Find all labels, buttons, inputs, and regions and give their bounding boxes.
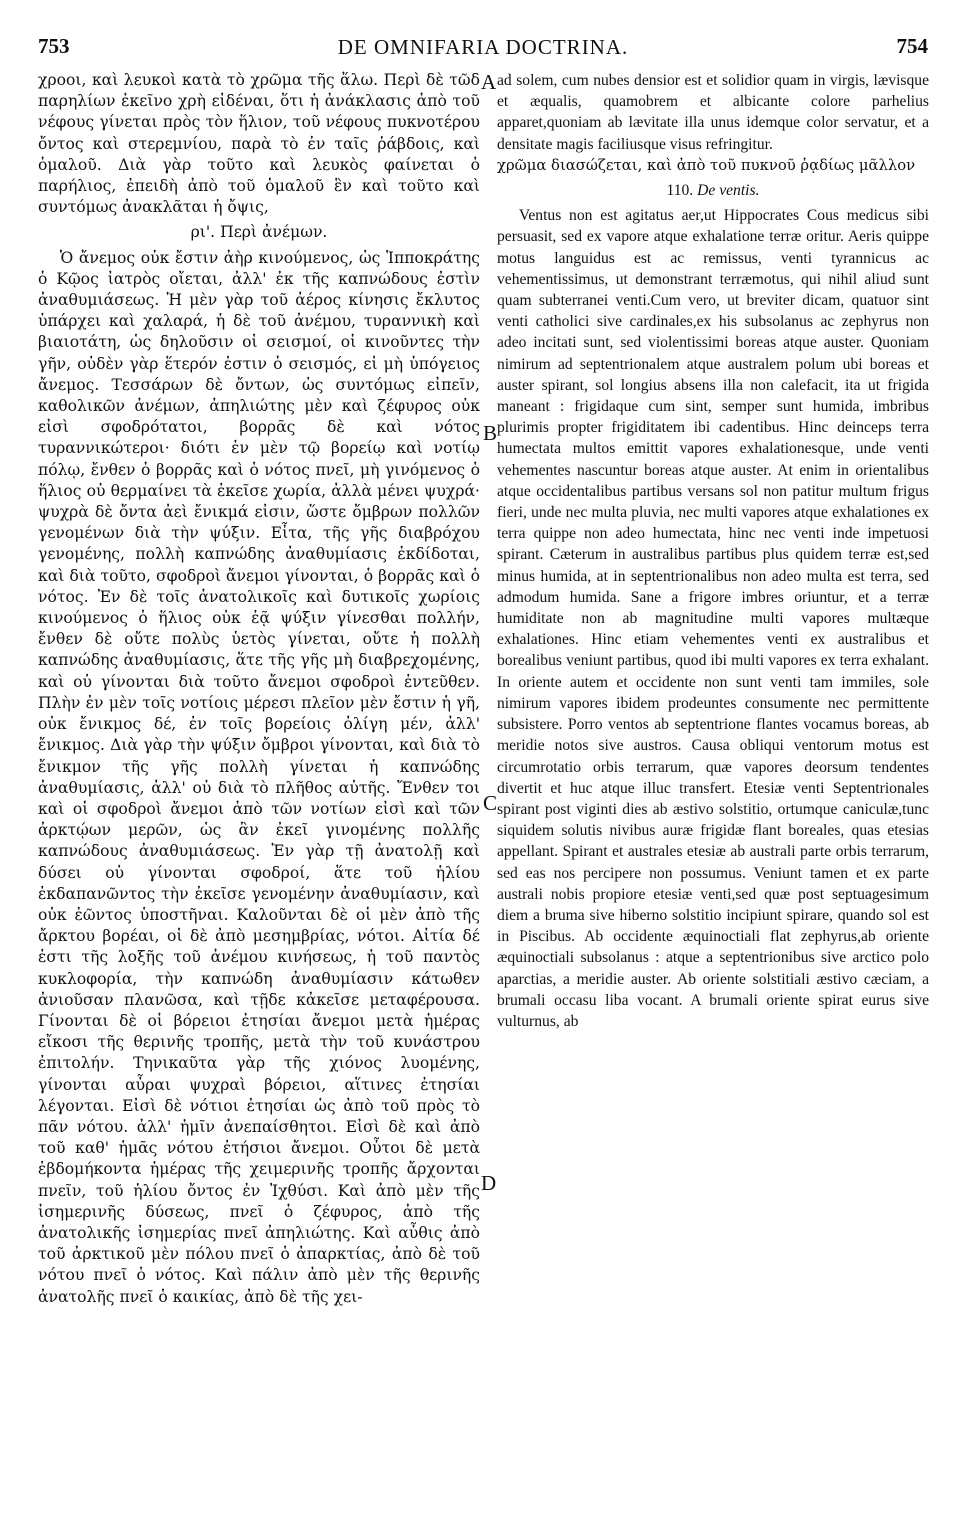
latin-column — [497, 70, 929, 1032]
margin-marker-a: A — [481, 70, 497, 94]
greek-column — [38, 70, 480, 1308]
margin-marker-c: C — [483, 791, 498, 815]
greek-carryover-line: χρῶμα διασώζεται, καὶ ἀπὸ τοῦ πυκνοῦ ῥᾳδίως μᾶλλον — [497, 156, 916, 174]
page-number-right: 754 — [896, 34, 928, 58]
section-number: 110. — [666, 182, 694, 200]
running-header — [38, 34, 928, 62]
margin-marker-d: D — [481, 1171, 497, 1195]
greek-body-paragraph: Ὁ ἄνεμος οὐκ ἔστιν ἀὴρ κινούμενος, ὡς Ἱπποκράτης ὁ Κῷος ἰατρὸς οἴεται, ἀλλ' ἐκ τῆς καπνώδους ἐστὶν ἀναθυμιάσεως. Ἡ μὲν γὰρ τοῦ ἀέρος κίνησις ἔκλυτος ὑπάρχει καὶ χαλαρά, ἡ δὲ τοῦ ἀνέμου, τυραννικὴ καὶ βιαιοτάτη, ὡς δηλοῦσιν οἱ σεισμοί, οἱ κινοῦντες τὴν γῆν, οὐδὲν γὰρ ἕτερόν ἐστιν ὁ σεισμός, εἰ μὴ ὑπόγειος ἄνεμος. Τεσσάρων δὲ ὄντων, ὡς συντόμως εἰπεῖν, καθολικῶν ἀνέμων, ἀπηλιώτης μὲν καὶ ζέφυρος οὐκ εἰσὶ σφοδρότατοι, βορρᾶς δὲ καὶ νότος τυραννικώτεροι· διότι ἐν μὲν τῷ βορείῳ καὶ νοτίῳ πόλῳ, ἔνθεν ὁ βορρᾶς καὶ ὁ νότος πνεῖ, μὴ γινόμενος ὁ ἥλιος οὐ θερμαίνει τὰ ἐκεῖσε χωρία, ἀλλὰ μένει ψυχρά· ψυχρὰ δὲ ὄντα ἀεὶ ἔνικμά εἰσιν, ὥστε ὄμβρων πολλῶν γενομένων διὰ τὴν ψύξιν. Εἶτα, τῆς γῆς διαβρόχου γενομένης, πολλὴ καπνώδης ἀναθυμίασις ἐκδίδοται, καὶ διὰ τοῦτο, σφοδροὶ ἄνεμοι γίνονται, ὁ βορρᾶς καὶ ὁ νότος. Ἐν δὲ τοῖς ἀνατολικοῖς καὶ δυτικοῖς χωρίοις κινούμενος ὁ ἥλιος οὐκ ἐᾷ ψύξιν γίνεσθαι πολλήν, ἔνθεν δὲ οὔτε πολὺς ὑετὸς γίνεται, οὔτε ἡ πολλὴ καπνώδης ἀναθυμίασις, ἅτε τῆς γῆς μὴ διαβρεχομένης, καὶ οὐ γίνονται διὰ τοῦτο ἄνεμοι σφοδροὶ ἐντεῦθεν. Πλὴν ἐν μὲν τοῖς νοτίοις μέρεσι πλεῖον μὲν ἔστιν ἡ γῆ, οὐκ ἔνικμος δέ, ἐν τοῖς βορείοις ὀλίγη μέν, ἀλλ' ἔνικμος. Διὰ γὰρ τὴν ψύξιν ὄμβροι γίνονται, καὶ διὰ τὸ ἔνικμον τῆς γῆς πολλὴ γίνεται ἡ καπνώδης ἀναθυμίασις, ἀλλ' οὐ διὰ τὸ πλῆθος αὐτῆς. Ἔνθεν τοι καὶ οἱ σφοδροὶ ἄνεμοι ἀπὸ τῶν νοτίων εἰσὶ καὶ τῶν ἀρκτῴων μερῶν, ὡς ἂν ἐκεῖ γινομένης πολλῆς καπνώδους ἀναθυμιάσεως. Ἐν γὰρ τῇ ἀνατολῇ καὶ δύσει οὐ γίνονται σφοδροί, ἅτε τοῦ ἡλίου ἐκδαπανῶντος τὴν ἐκεῖσε γενομένην ἀναθυμίασιν, καὶ οὐκ ἐῶντος ὑποστῆναι. Καλοῦνται δὲ οἱ μὲν ἀπὸ τῆς ἄρκτου βορέαι, οἱ δὲ ἀπὸ μεσημβρίας, νότοι. Αἰτία δέ ἐστι τῆς λοξῆς τοῦ ἀνέμου κινήσεως, ἡ τοῦ παντὸς κυκλοφορία, τὴν καπνώδη ἀναθυμίασιν κάτωθεν ἀνιοῦσαν πλανῶσα, καὶ τῇδε κἀκεῖσε μεταφέρουσα. Γίνονται δὲ οἱ βόρειοι ἐτησίαι ἄνεμοι μετὰ ἡμέρας εἴκοσι τῆς θερινῆς τροπῆς, μετὰ τὴν τοῦ κυνάστρου ἐπιτολήν. Τηνικαῦτα γὰρ τῆς χιόνος λυομένης, γίνονται αὖραι ψυχραὶ βόρειοι, αἵτινες ἐτησίαι λέγονται. Εἰσὶ δὲ νότιοι ἐτησίαι ὡς ἀπὸ τοῦ πρὸς τὸ πᾶν νότου. ἀλλ' ἡμῖν ἀνεπαίσθητοι. Εἰσὶ δὲ καὶ ἀπὸ τοῦ καθ' ἡμᾶς νότου ἐτήσιοι ἄνεμοι. Οὗτοι δὲ μετὰ ἑβδομήκοντα ἡμέρας τῆς χειμερινῆς τροπῆς ἄρχονται πνεῖν, τοῦ ἡλίου ὄντος ἐν Ἰχθύσι. Καὶ ἀπὸ μὲν τῆς ἰσημερινῆς δύσεως, πνεῖ ὁ ζέφυρος, ἀπὸ τῆς ἀνατολικῆς ἰσημερίας πνεῖ ἀπηλιώτης. Καὶ αὖθις ἀπὸ τοῦ ἀρκτικοῦ μὲν πόλου πνεῖ ὁ ἀπαρκτίας, ἀπὸ δὲ τοῦ νότου πνεῖ ὁ νότος. Καὶ πάλιν ἀπὸ μὲν τῆς θερινῆς ἀνατολῆς πνεῖ ὁ καικίας, ἀπὸ δὲ τῆς χει- — [38, 248, 480, 1306]
latin-intro-paragraph: ad solem, cum nubes densior est et solidior quam in virgis, lævisque et æqualis, quamobrem et albicante colore parhelius apparet,quoniam ab lævitate illa unus idemque color servatur, et a densitate magis faciliusque visus refringitur. — [497, 72, 929, 153]
latin-section-heading — [497, 180, 929, 201]
section-title: De ventis. — [697, 182, 760, 200]
running-title: DE OMNIFARIA DOCTRINA. — [337, 35, 629, 59]
greek-section-heading: ρι'. Περὶ ἀνέμων. — [190, 223, 328, 242]
greek-intro-paragraph: χροοι, καὶ λευκοὶ κατὰ τὸ χρῶμα τῆς ἅλω. Περὶ δὲ τῶδ παρηλίων ἐκεῖνο χρὴ εἰδέναι, ὅτι ἡ ἀνάκλασις ἀπὸ τοῦ νέφους γίνεται πρὸς τὸν ἥλιον, τοῦ νέφους πυκνοτέρου ὄντος καὶ στερεμνίου, παρὰ τὸ ἐν ταῖς ῥάβδοις, καὶ ὁμαλοῦ. Διὰ γὰρ τοῦτο καὶ λευκὸς φαίνεται ὁ παρήλιος, ἐπειδὴ ἀπὸ τοῦ ὁμαλοῦ ἓν καὶ τοῦτο καὶ συντόμως ἀνακλᾶται ἡ ὄψις, — [38, 71, 480, 217]
margin-marker-b: B — [483, 421, 498, 445]
latin-body-paragraph: Ventus non est agitatus aer,ut Hippocrates Cous medicus sibi persuasit, sed ex vapore atque exhalatione terræ oritur. Aeris quippe motus languidus est ac remissus, venti tyrannicus ac vehementissimus, ut demonstrant terræmotus, qui nihil aliud sunt quam subterranei venti.Cum vero, ut breviter dicam, quatuor sint venti catholici sive cardinales,ex his subsolanus ac zephyrus non adeo incitati sunt, sed violentissimi boreas atque auster. Quoniam nimirum ad septentrionalem atque australem polum ubi boreas et auster spirant, sol longius absens illa non calefacit, ita ut frigida maneant : frigidaque cum sint, semper sunt humida, imbribus plurimis propter frigiditatem ibi cadentibus. Hinc deinceps terra humectata multos emittit vapores exhalationesque, unde venti vehementes nascuntur boreas atque auster. At enim in orientalibus atque occidentalibus partibus versans sol non patitur multum frigus fieri, unde nec multa pluvia, nec multi vapores atque exhalationes ex terra quippe non adeo humectata, hinc nec venti inde impetuosi spirant. Cæterum in australibus partibus plus quidem terræ est,sed minus humida, at in septentrionalibus non adeo multa est terra, sed admodum humida. Sane a frigore imbres oriuntur, et a terræ humiditate non ab magnitudine multi vapores multæque exhalationes. Hinc etiam vehementes venti ex australibus et borealibus veniunt partibus, quod ibi multi vapores ex terra exhalant. In oriente autem et occidente non sunt venti tam immiles, sole nimirum vapores ibidem prodeuntes consumente nec permittente subsistere. Porro ventos ab septentrione flantes vocamus boreas, ab meridie notos sive austros. Causa obliqui ventorum motus est circumrotatio orbis terrarum, quæ vapores deorsum tendentes divertit et huc atque illuc transfert. Etesiæ venti Septentrionales spirant post viginti dies ab æstivo solstitio, ortumque caniculæ,tunc siquidem solutis nivibus auræ frigidæ flant boreales, quas etesias appellant. Spirant et australes etesiæ ab australi parte orbis terrarum, sed eas nos percipere non possumus. Veniunt tamen et ex parte australi nobis propiore etesiæ venti,sed quæ post septuagesimum diem a bruma sive hiberno solstitio incipiunt spirare, quando sol est in Piscibus. Ab occidente æquinoctiali flat zephyrus,ab oriente æquinoctiali subsolanus : atque a septentrionibus sive arctico polo aparctias, a meridie auster. Ab oriente solstitiali æstivo cæciam, a brumali occasu liba vocant. A brumali oriente spirat eurus sive vulturnus, ab — [497, 207, 929, 1030]
page-number-left: 753 — [38, 34, 70, 58]
